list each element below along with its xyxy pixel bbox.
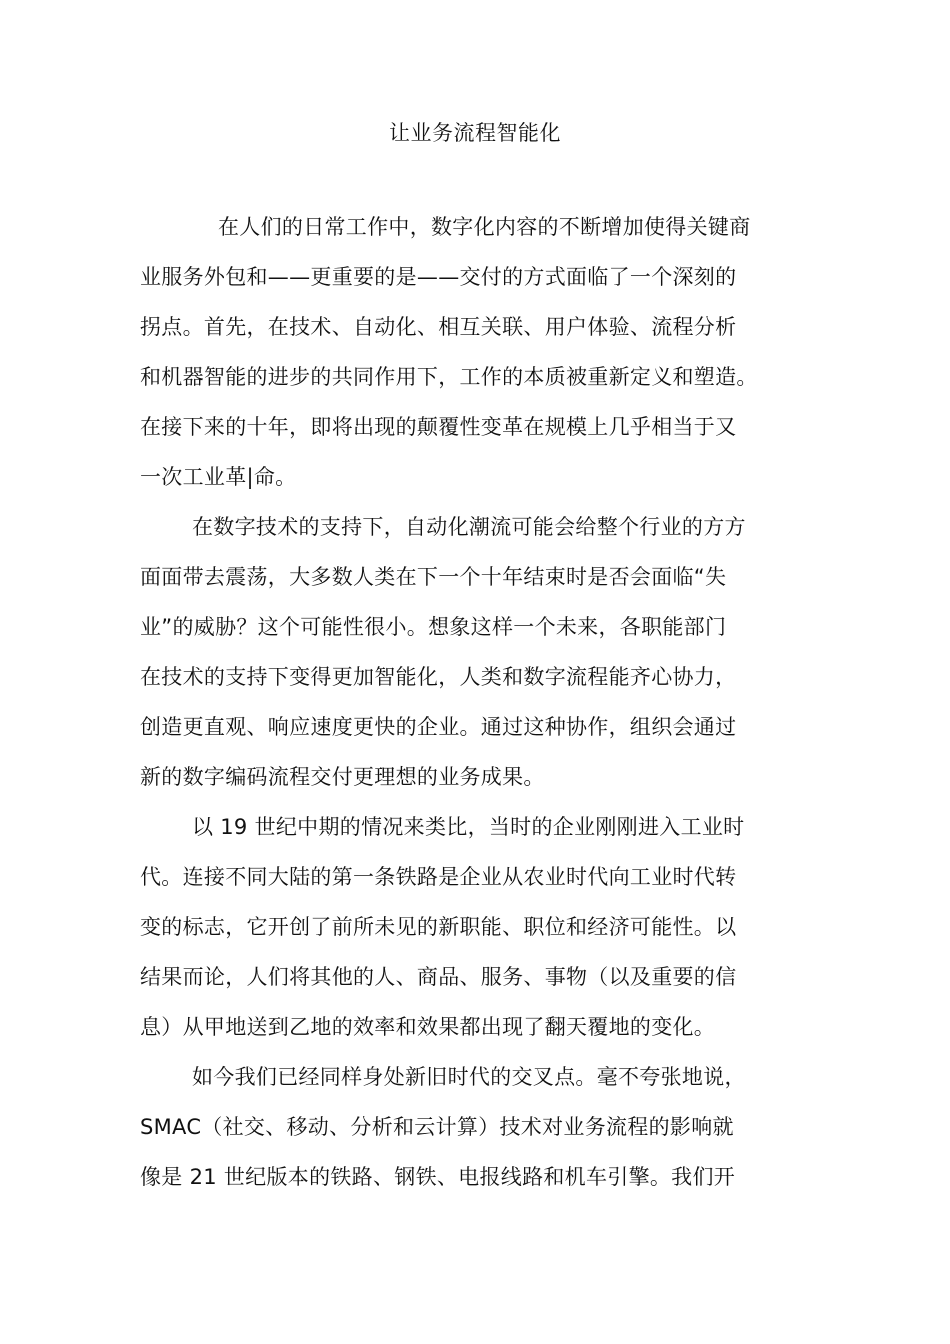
paragraph-line: 以 19 世纪中期的情况来类比，当时的企业刚刚进入工业时: [192, 815, 745, 839]
paragraph-line: 拐点。首先，在技术、自动化、相互关联、用户体验、流程分析: [140, 315, 737, 339]
paragraph-line: 结果而论，人们将其他的人、商品、服务、事物（以及重要的信: [140, 965, 737, 989]
paragraph-line: 面面带去震荡，大多数人类在下一个十年结束时是否会面临“失: [140, 565, 727, 589]
paragraph-line: 在技术的支持下变得更加智能化，人类和数字流程能齐心协力，: [140, 665, 737, 689]
paragraph-line: 业服务外包和——更重要的是——交付的方式面临了一个深刻的: [140, 265, 737, 289]
paragraph-line: 创造更直观、响应速度更快的企业。通过这种协作，组织会通过: [140, 715, 737, 739]
paragraph-line: SMAC（社交、移动、分析和云计算）技术对业务流程的影响就: [140, 1115, 734, 1139]
document-title: 让业务流程智能化: [389, 121, 561, 145]
paragraph-line: 如今我们已经同样身处新旧时代的交叉点。毫不夸张地说，: [192, 1065, 746, 1089]
document-body: [140, 202, 820, 1202]
paragraph-line: 一次工业革|命。: [140, 465, 297, 489]
paragraph-line: 代。连接不同大陆的第一条铁路是企业从农业时代向工业时代转: [140, 865, 737, 889]
paragraph-line: 业”的威胁？这个可能性很小。想象这样一个未来，各职能部门: [140, 615, 727, 639]
paragraph-line: 变的标志，它开创了前所未见的新职能、职位和经济可能性。以: [140, 915, 737, 939]
paragraph-line: 在接下来的十年，即将出现的颠覆性变革在规模上几乎相当于又: [140, 415, 737, 439]
paragraph-line: 像是 21 世纪版本的铁路、钢铁、电报线路和机车引擎。我们开: [140, 1165, 736, 1189]
paragraph-line: 在人们的日常工作中，数字化内容的不断增加使得关键商: [218, 215, 751, 239]
paragraph-line: 和机器智能的进步的共同作用下，工作的本质被重新定义和塑造。: [140, 365, 758, 389]
paragraph-line: 在数字技术的支持下，自动化潮流可能会给整个行业的方方: [192, 515, 746, 539]
paragraph-line: 新的数字编码流程交付更理想的业务成果。: [140, 765, 545, 789]
paragraph-line: 息）从甲地送到乙地的效率和效果都出现了翻天覆地的变化。: [140, 1015, 716, 1039]
